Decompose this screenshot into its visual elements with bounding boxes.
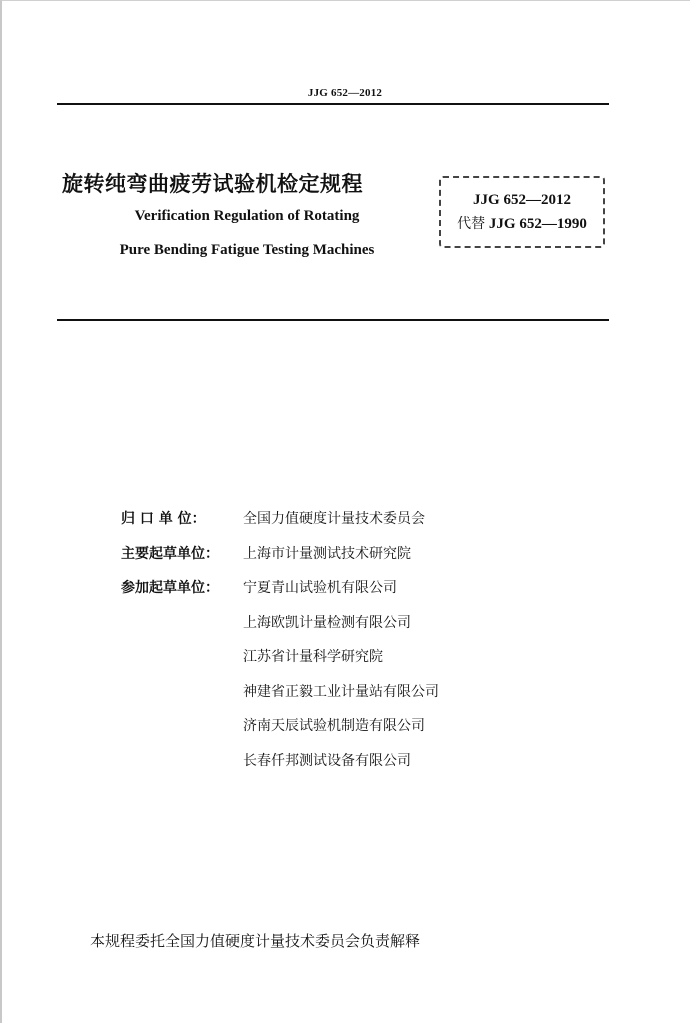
unit-value: 宁夏青山试验机有限公司 [243,580,397,596]
unit-value: 上海市计量测试技术研究院 [243,545,411,562]
unit-value: 济南天辰试验机制造有限公司 [243,718,425,734]
unit-row-participating-cont [121,675,439,710]
unit-row-participating-cont [121,606,439,641]
title-chinese: 旋转纯弯曲疲劳试验机检定规程 [62,172,363,196]
standard-code-box [439,176,605,248]
replaces-prefix: 代替 [457,216,486,232]
title-english-line2: Pure Bending Fatigue Testing Machines [119,242,375,258]
bottom-rule [57,319,609,321]
unit-value: 神建省正毅工业计量站有限公司 [243,683,439,700]
drafting-units [121,502,439,778]
unit-value: 长春仟邦测试设备有限公司 [243,752,411,769]
header-standard-code: JJG 652—2012 [307,87,383,99]
unit-label: 归 口 单 位： [121,511,206,527]
title-english-line1: Verification Regulation of Rotating [134,208,360,224]
unit-label: 主要起草单位： [121,545,219,562]
unit-row-participating-cont [121,744,439,779]
unit-row-participating [121,571,439,606]
top-rule [57,103,609,105]
code-replaces [457,212,587,236]
replaced-code: JJG 652—1990 [488,216,587,232]
unit-row-participating-cont [121,640,439,675]
unit-row-main-drafter [121,537,439,572]
code-current: JJG 652—2012 [473,192,571,208]
unit-value: 全国力值硬度计量技术委员会 [243,511,425,527]
unit-value: 江苏省计量科学研究院 [243,649,383,665]
unit-label: 参加起草单位： [121,580,219,596]
unit-row-responsible [121,502,439,537]
unit-row-participating-cont [121,709,439,744]
unit-value: 上海欧凯计量检测有限公司 [243,614,411,631]
interpretation-note: 本规程委托全国力值硬度计量技术委员会负责解释 [90,932,421,950]
